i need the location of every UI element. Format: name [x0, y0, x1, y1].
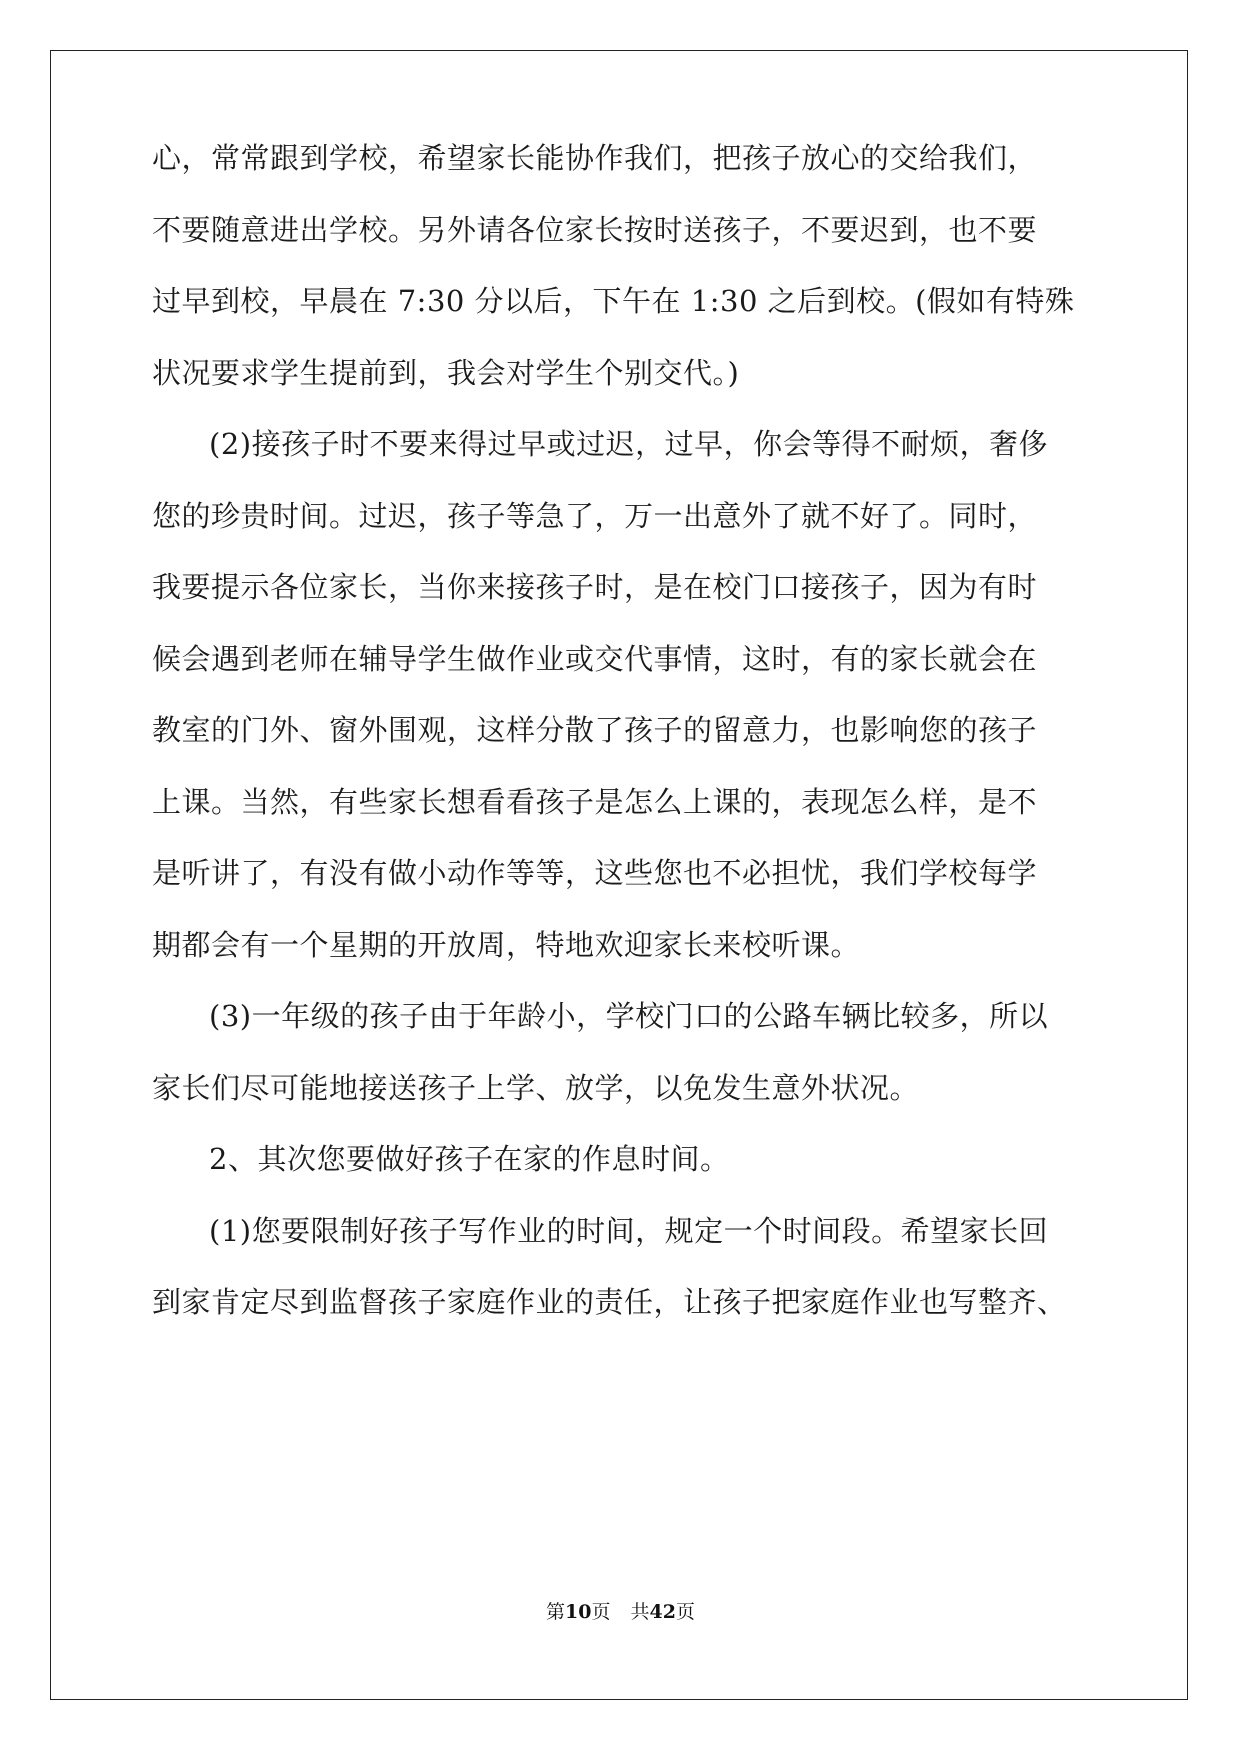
text-line: 状况要求学生提前到，我会对学生个别交代。) — [152, 355, 740, 390]
text-line: 是听讲了，有没有做小动作等等，这些您也不必担忧，我们学校每学 — [152, 856, 1038, 890]
footer-total-prefix: 共 — [630, 1601, 650, 1623]
footer-total-pages: 42 — [649, 1601, 676, 1623]
text-line: (3)一年级的孩子由于年龄小，学校门口的公路车辆比较多，所以 — [209, 999, 1049, 1033]
text-line: 到家肯定尽到监督孩子家庭作业的责任，让孩子把家庭作业也写整齐、 — [152, 1285, 1067, 1319]
text-line: 上课。当然，有些家长想看看孩子是怎么上课的，表现怎么样，是不 — [152, 784, 1038, 819]
text-line: 过早到校，早晨在 7:30 分以后，下午在 1:30 之后到校。(假如有特殊 — [152, 284, 1075, 318]
text-line: 2、其次您要做好孩子在家的作息时间。 — [209, 1142, 730, 1176]
text-line: 家长们尽可能地接送孩子上学、放学，以免发生意外状况。 — [152, 1070, 920, 1105]
text-line: 我要提示各位家长，当你来接孩子时，是在校门口接孩子，因为有时 — [152, 570, 1038, 604]
text-line: 教室的门外、窗外围观，这样分散了孩子的留意力，也影响您的孩子 — [152, 713, 1038, 747]
text-line: 您的珍贵时间。过迟，孩子等急了，万一出意外了就不好了。同时， — [152, 498, 1038, 533]
page-footer — [0, 1600, 1241, 1624]
text-line: (1)您要限制好孩子写作业的时间，规定一个时间段。希望家长回 — [209, 1213, 1049, 1248]
text-line: 心，常常跟到学校，希望家长能协作我们，把孩子放心的交给我们， — [152, 141, 1038, 175]
footer-page-unit: 页 — [591, 1601, 611, 1623]
footer-page-number: 10 — [565, 1601, 592, 1623]
text-line: 候会遇到老师在辅导学生做作业或交代事情，这时，有的家长就会在 — [152, 641, 1038, 676]
footer-prefix: 第 — [546, 1601, 566, 1623]
text-line: 不要随意进出学校。另外请各位家长按时送孩子，不要迟到，也不要 — [152, 212, 1038, 247]
text-line: 期都会有一个星期的开放周，特地欢迎家长来校听课。 — [152, 927, 861, 962]
footer-total-unit: 页 — [675, 1601, 695, 1623]
text-line: (2)接孩子时不要来得过早或过迟，过早，你会等得不耐烦，奢侈 — [209, 427, 1049, 461]
